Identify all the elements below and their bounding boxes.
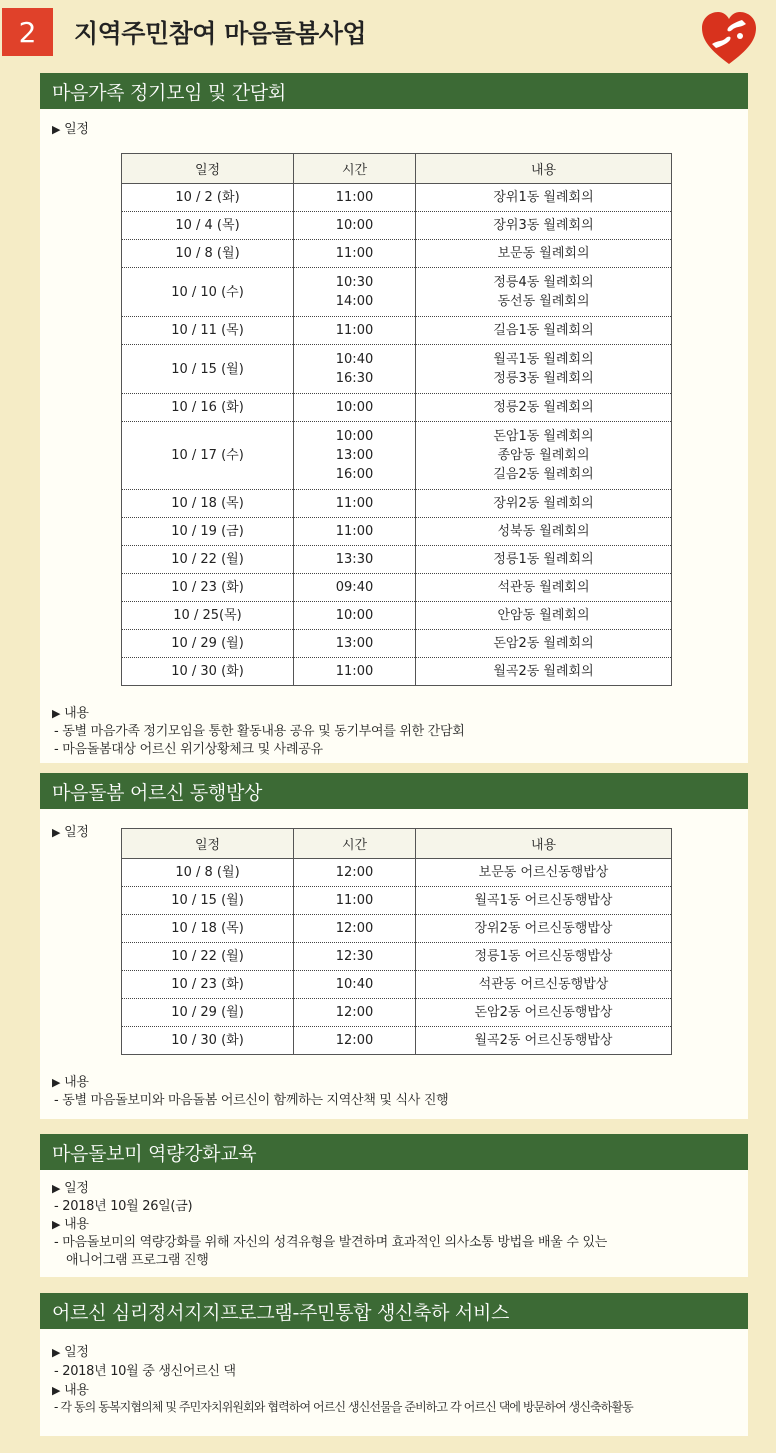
time-cell: 11:00 xyxy=(294,518,416,546)
content-line: - 동별 마음돌보미와 마음돌봄 어르신이 함께하는 지역산책 및 식사 진행 xyxy=(54,1093,449,1108)
triangle-bullet-icon: ▶ xyxy=(52,826,61,839)
table-header-time: 시간 xyxy=(294,154,416,184)
date-cell: 10 / 11 (목) xyxy=(122,317,294,345)
time-cell: 11:00 xyxy=(294,317,416,345)
schedule-heading xyxy=(52,1341,89,1360)
date-cell: 10 / 8 (월) xyxy=(122,859,294,887)
schedule-line: - 2018년 10월 중 생신어르신 댁 xyxy=(54,1364,236,1379)
table-row xyxy=(122,915,672,943)
content-cell: 석관동 월례회의 xyxy=(416,574,672,602)
section-number-badge: 2 xyxy=(2,8,53,56)
date-cell: 10 / 30 (화) xyxy=(122,658,294,686)
date-cell: 10 / 17 (수) xyxy=(122,422,294,490)
section-meal-companion xyxy=(40,773,748,1119)
time-cell: 11:00 xyxy=(294,658,416,686)
triangle-bullet-icon: ▶ xyxy=(52,707,61,720)
section-title: 마음돌봄 어르신 동행밥상 xyxy=(40,773,748,809)
section-birthday-service xyxy=(40,1293,748,1436)
table-row xyxy=(122,658,672,686)
schedule-heading xyxy=(52,821,89,840)
schedule-label: 일정 xyxy=(64,1181,89,1196)
date-cell: 10 / 22 (월) xyxy=(122,943,294,971)
table-header-time: 시간 xyxy=(294,829,416,859)
table-row xyxy=(122,999,672,1027)
triangle-bullet-icon: ▶ xyxy=(52,1182,61,1195)
date-cell: 10 / 23 (화) xyxy=(122,971,294,999)
date-cell: 10 / 18 (목) xyxy=(122,915,294,943)
content-cell: 월곡1동 어르신동행밥상 xyxy=(416,887,672,915)
content-heading xyxy=(52,1213,89,1232)
content-cell: 정릉2동 월례회의 xyxy=(416,394,672,422)
time-cell: 12:00 xyxy=(294,1027,416,1055)
section-capacity-training xyxy=(40,1134,748,1277)
date-cell: 10 / 29 (월) xyxy=(122,999,294,1027)
date-cell: 10 / 19 (금) xyxy=(122,518,294,546)
time-cell: 11:00 xyxy=(294,240,416,268)
time-cell: 10:00 xyxy=(294,602,416,630)
content-cell: 장위2동 월례회의 xyxy=(416,490,672,518)
table-header-date: 일정 xyxy=(122,829,294,859)
table-row xyxy=(122,268,672,317)
table-row xyxy=(122,887,672,915)
content-cell: 돈암2동 월례회의 xyxy=(416,630,672,658)
content-cell: 보문동 월례회의 xyxy=(416,240,672,268)
date-cell: 10 / 10 (수) xyxy=(122,268,294,317)
time-cell: 10:00 xyxy=(294,394,416,422)
schedule-table xyxy=(121,153,672,686)
time-cell: 11:00 xyxy=(294,490,416,518)
content-line: - 마음돌보미의 역량강화를 위해 자신의 성격유형을 발견하며 효과적인 의사소통 방법을 배울 수 있는 xyxy=(54,1235,607,1250)
time-cell: 13:30 xyxy=(294,546,416,574)
content-cell: 정릉1동 월례회의 xyxy=(416,546,672,574)
schedule-heading xyxy=(52,118,89,137)
table-row xyxy=(122,240,672,268)
page-title: 지역주민참여 마음돌봄사업 xyxy=(74,19,367,48)
date-cell: 10 / 25(목) xyxy=(122,602,294,630)
time-cell: 12:30 xyxy=(294,943,416,971)
time-cell: 10:40 xyxy=(294,971,416,999)
table-row xyxy=(122,212,672,240)
content-cell: 정릉4동 월례회의 동선동 월례회의 xyxy=(416,268,672,317)
content-cell: 돈암2동 어르신동행밥상 xyxy=(416,999,672,1027)
time-cell: 10:40 16:30 xyxy=(294,345,416,394)
time-cell: 10:00 xyxy=(294,212,416,240)
content-label: 내용 xyxy=(64,1383,89,1398)
table-row xyxy=(122,518,672,546)
triangle-bullet-icon: ▶ xyxy=(52,1384,61,1397)
content-label: 내용 xyxy=(64,1217,89,1232)
time-cell: 12:00 xyxy=(294,999,416,1027)
table-row xyxy=(122,490,672,518)
table-row xyxy=(122,184,672,212)
content-cell: 보문동 어르신동행밥상 xyxy=(416,859,672,887)
table-row xyxy=(122,546,672,574)
content-label: 내용 xyxy=(64,1075,89,1090)
content-label: 내용 xyxy=(64,706,89,721)
heart-hands-logo-icon xyxy=(700,10,758,68)
date-cell: 10 / 15 (월) xyxy=(122,887,294,915)
time-cell: 12:00 xyxy=(294,915,416,943)
content-cell: 장위3동 월례회의 xyxy=(416,212,672,240)
content-heading xyxy=(52,702,89,721)
table-row xyxy=(122,630,672,658)
content-line: - 동별 마음가족 정기모임을 통한 활동내용 공유 및 동기부여를 위한 간담회 xyxy=(54,724,465,739)
table-row xyxy=(122,422,672,490)
content-cell: 월곡2동 어르신동행밥상 xyxy=(474,1033,613,1048)
date-cell: 10 / 15 (월) xyxy=(122,345,294,394)
content-heading xyxy=(52,1379,89,1398)
table-row xyxy=(122,971,672,999)
section-regular-meeting xyxy=(40,73,748,763)
triangle-bullet-icon: ▶ xyxy=(52,123,61,136)
date-cell: 10 / 29 (월) xyxy=(122,630,294,658)
page-header xyxy=(0,0,776,66)
content-cell: 장위2동 어르신동행밥상 xyxy=(416,915,672,943)
time-cell: 11:00 xyxy=(294,184,416,212)
content-cell: 길음1동 월례회의 xyxy=(416,317,672,345)
section-title: 어르신 심리정서지지프로그램-주민통합 생신축하 서비스 xyxy=(40,1293,748,1329)
schedule-label: 일정 xyxy=(64,825,89,840)
content-line: 애니어그램 프로그램 진행 xyxy=(66,1253,209,1268)
time-cell: 13:00 xyxy=(294,630,416,658)
schedule-label: 일정 xyxy=(64,122,89,137)
date-cell: 10 / 4 (목) xyxy=(122,212,294,240)
content-cell: 월곡1동 월례회의 정릉3동 월례회의 xyxy=(416,345,672,394)
date-cell: 10 / 2 (화) xyxy=(122,184,294,212)
time-cell: 09:40 xyxy=(294,574,416,602)
section-title: 마음가족 정기모임 및 간담회 xyxy=(40,73,748,109)
content-line: - 마음돌봄대상 어르신 위기상황체크 및 사례공유 xyxy=(54,742,323,757)
content-heading xyxy=(52,1071,89,1090)
date-cell: 10 / 22 (월) xyxy=(122,546,294,574)
content-cell: 장위1동 월례회의 xyxy=(416,184,672,212)
content-cell: 안암동 월례회의 xyxy=(416,602,672,630)
content-line: - 각 동의 동복지협의체 및 주민자치위원회와 협력하여 어르신 생신선물을 준비하고 각 어르신 댁에 방문하여 생신축하활동 xyxy=(54,1400,633,1414)
date-cell: 10 / 18 (목) xyxy=(122,490,294,518)
triangle-bullet-icon: ▶ xyxy=(52,1346,61,1359)
table-row xyxy=(122,602,672,630)
content-cell: 돈암1동 월례회의 종암동 월례회의 길음2동 월례회의 xyxy=(416,422,672,490)
schedule-label: 일정 xyxy=(64,1345,89,1360)
content-cell: 정릉1동 어르신동행밥상 xyxy=(416,943,672,971)
content-cell: 성북동 월례회의 xyxy=(416,518,672,546)
schedule-heading xyxy=(52,1177,89,1196)
time-cell: 11:00 xyxy=(294,887,416,915)
table-header-date: 일정 xyxy=(122,154,294,184)
table-row xyxy=(122,1027,672,1055)
triangle-bullet-icon: ▶ xyxy=(52,1076,61,1089)
table-row xyxy=(122,317,672,345)
time-cell: 10:30 14:00 xyxy=(294,268,416,317)
date-cell: 10 / 16 (화) xyxy=(122,394,294,422)
time-cell: 12:00 xyxy=(294,859,416,887)
table-row xyxy=(122,574,672,602)
content-cell: 월곡2동 월례회의 xyxy=(493,664,594,679)
table-row xyxy=(122,859,672,887)
date-cell: 10 / 30 (화) xyxy=(122,1027,294,1055)
table-header-content: 내용 xyxy=(416,829,672,859)
time-cell: 10:00 13:00 16:00 xyxy=(294,422,416,490)
schedule-table xyxy=(121,828,672,1055)
table-row xyxy=(122,345,672,394)
schedule-line: - 2018년 10월 26일(금) xyxy=(54,1199,193,1214)
section-title: 마음돌보미 역량강화교육 xyxy=(40,1134,748,1170)
date-cell: 10 / 8 (월) xyxy=(122,240,294,268)
table-row xyxy=(122,943,672,971)
table-row xyxy=(122,394,672,422)
table-header-content: 내용 xyxy=(416,154,672,184)
triangle-bullet-icon: ▶ xyxy=(52,1218,61,1231)
content-cell: 석관동 어르신동행밥상 xyxy=(416,971,672,999)
date-cell: 10 / 23 (화) xyxy=(122,574,294,602)
